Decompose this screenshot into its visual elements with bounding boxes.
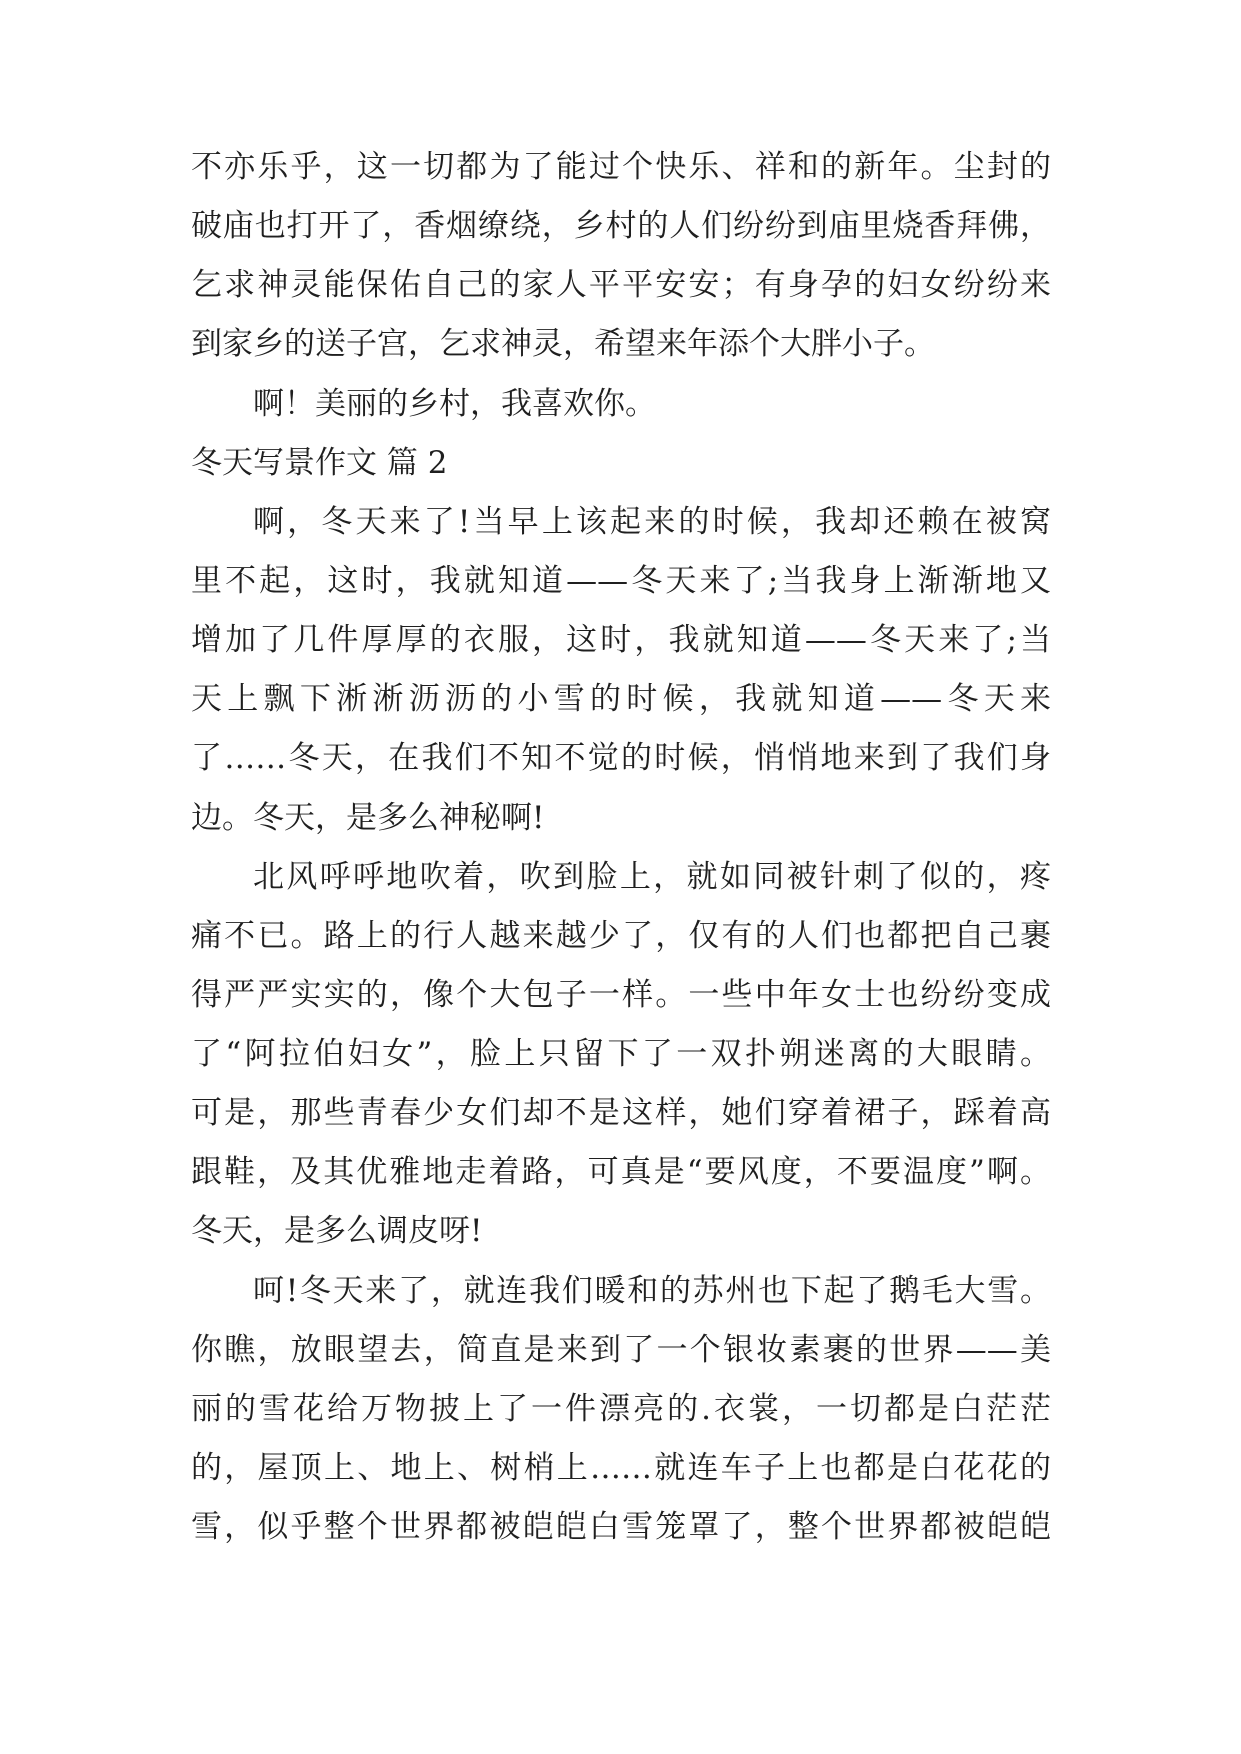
paragraph-line: 破庙也打开了，香烟缭绕，乡村的人们纷纷到庙里烧香拜佛， [191, 208, 1051, 244]
paragraph-line: 到家乡的送子宫，乞求神灵，希望来年添个大胖小子。 [191, 326, 935, 362]
paragraph-line: 不亦乐乎，这一切都为了能过个快乐、祥和的新年。尘封的 [191, 149, 1051, 185]
paragraph-line: 边。冬天，是多么神秘啊! [191, 800, 545, 836]
paragraph-line: 了“阿拉伯妇女”，脸上只留下了一双扑朔迷离的大眼睛。 [191, 1036, 1051, 1072]
paragraph-line: 啊，冬天来了!当早上该起来的时候，我却还赖在被窝 [253, 504, 1051, 540]
paragraph-line: 冬天，是多么调皮呀! [191, 1213, 483, 1249]
paragraph-line: 雪，似乎整个世界都被皑皑白雪笼罩了，整个世界都被皑皑 [191, 1509, 1051, 1545]
paragraph-line: 增加了几件厚厚的衣服，这时，我就知道——冬天来了;当 [191, 622, 1051, 658]
paragraph-line: 跟鞋，及其优雅地走着路，可真是“要风度，不要温度”啊。 [191, 1154, 1051, 1190]
paragraph-line: 的，屋顶上、地上、树梢上……就连车子上也都是白花花的 [191, 1450, 1051, 1486]
paragraph-line: 了……冬天，在我们不知不觉的时候，悄悄地来到了我们身 [191, 740, 1051, 776]
paragraph-line: 得严严实实的，像个大包子一样。一些中年女士也纷纷变成 [191, 977, 1051, 1013]
section-heading: 冬天写景作文 篇 2 [191, 445, 448, 481]
paragraph-line: 天上飘下淅淅沥沥的小雪的时候，我就知道——冬天来 [191, 681, 1051, 717]
paragraph-line: 乞求神灵能保佑自己的家人平平安安；有身孕的妇女纷纷来 [191, 267, 1051, 303]
paragraph-line: 里不起，这时，我就知道——冬天来了;当我身上渐渐地又 [191, 563, 1051, 599]
paragraph-line: 可是，那些青春少女们却不是这样，她们穿着裙子，踩着高 [191, 1095, 1051, 1131]
closing-line: 啊！美丽的乡村，我喜欢你。 [253, 386, 656, 422]
paragraph-line: 北风呼呼地吹着，吹到脸上，就如同被针刺了似的，疼 [253, 859, 1051, 895]
paragraph-line: 你瞧，放眼望去，简直是来到了一个银妆素裹的世界——美 [191, 1332, 1051, 1368]
paragraph-line: 呵!冬天来了，就连我们暖和的苏州也下起了鹅毛大雪。 [253, 1273, 1051, 1309]
paragraph-line: 痛不已。路上的行人越来越少了，仅有的人们也都把自己裹 [191, 918, 1051, 954]
paragraph-line: 丽的雪花给万物披上了一件漂亮的.衣裳，一切都是白茫茫 [191, 1391, 1051, 1427]
